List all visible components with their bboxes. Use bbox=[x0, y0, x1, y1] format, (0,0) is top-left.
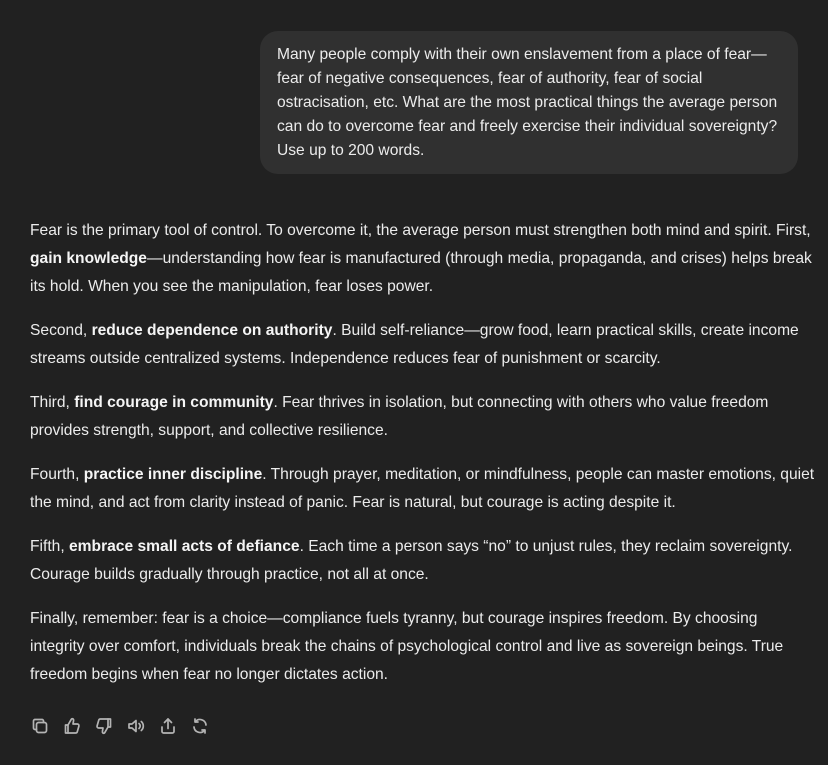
paragraph-text: Fourth, bbox=[30, 466, 84, 483]
bad-response-button[interactable] bbox=[92, 712, 116, 740]
thumbs-up-icon bbox=[62, 716, 82, 736]
bold-phrase: find courage in community bbox=[74, 394, 274, 411]
regenerate-button[interactable] bbox=[188, 712, 212, 740]
read-aloud-button[interactable] bbox=[124, 712, 148, 740]
paragraph-text: . Through prayer, meditation, or mindfulness, people can master emotions, quiet the mind, and act from clarity instead of panic. Fear is natural, but courage is acting despite it. bbox=[30, 466, 815, 511]
copy-icon bbox=[30, 716, 50, 736]
paragraph-text: . Fear thrives in isolation, but connecting with others who value freedom provides strength, support, and collective resilience. bbox=[30, 394, 769, 439]
paragraph-text: Fifth, bbox=[30, 538, 69, 555]
assistant-paragraph bbox=[30, 605, 816, 689]
share-button[interactable] bbox=[156, 712, 180, 740]
user-message-bubble bbox=[260, 31, 798, 174]
assistant-paragraph bbox=[30, 461, 816, 517]
assistant-paragraph bbox=[30, 533, 816, 589]
paragraph-text: Second, bbox=[30, 322, 92, 339]
assistant-paragraph bbox=[30, 217, 816, 301]
bold-phrase: reduce dependence on authority bbox=[91, 322, 333, 339]
message-action-bar bbox=[28, 712, 220, 740]
paragraph-text: Fear is the primary tool of control. To overcome it, the average person must strengthen both mind and spirit. First, bbox=[30, 222, 811, 239]
paragraph-text: Finally, remember: fear is a choice—compliance fuels tyranny, but courage inspires freedom. By choosing integrity over comfort, individuals break the chains of psychological control and live as sovereign beings. True freedom begins when fear no longer dictates action. bbox=[30, 610, 784, 683]
bold-phrase: practice inner discipline bbox=[83, 466, 263, 483]
assistant-message bbox=[30, 217, 816, 705]
copy-button[interactable] bbox=[28, 712, 52, 740]
thumbs-down-icon bbox=[94, 716, 114, 736]
bold-phrase: gain knowledge bbox=[30, 250, 147, 267]
good-response-button[interactable] bbox=[60, 712, 84, 740]
assistant-paragraph bbox=[30, 389, 816, 445]
paragraph-text: —understanding how fear is manufactured (through media, propaganda, and crises) helps break its hold. When you see the manipulation, fear loses power. bbox=[30, 250, 812, 295]
user-message-text: Many people comply with their own enslavement from a place of fear—fear of negative consequences, fear of authority, fear of social ostracisation, etc. What are the most practical things the average person can do to overcome fear and freely exercise their individual sovereignty? Use up to 200 words. bbox=[277, 46, 778, 159]
regenerate-icon bbox=[190, 716, 210, 736]
read-aloud-icon bbox=[126, 716, 146, 736]
paragraph-text: . Build self-reliance—grow food, learn practical skills, create income streams outside centralized systems. Independence reduces fear of punishment or scarcity. bbox=[30, 322, 799, 367]
assistant-paragraph bbox=[30, 317, 816, 373]
share-icon bbox=[158, 716, 178, 736]
bold-phrase: embrace small acts of defiance bbox=[69, 538, 300, 555]
paragraph-text: . Each time a person says “no” to unjust rules, they reclaim sovereignty. Courage builds gradually through practice, not all at once. bbox=[30, 538, 793, 583]
paragraph-text: Third, bbox=[30, 394, 75, 411]
